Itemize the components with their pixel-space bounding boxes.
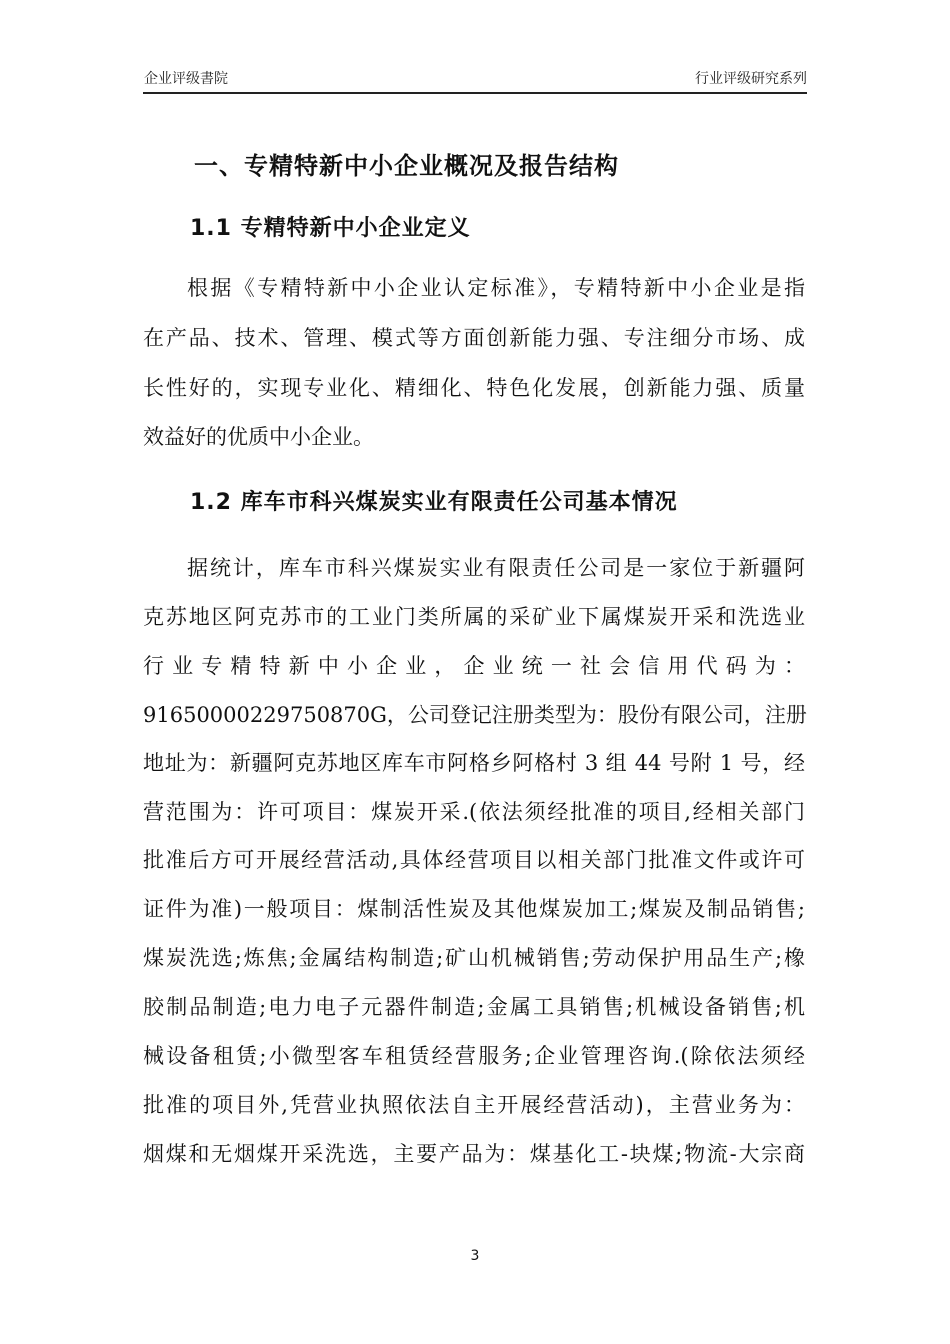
subsection-heading-1-2: 1.2 库车市科兴煤炭实业有限责任公司基本情况: [190, 490, 678, 515]
subsection-heading-1-1: 1.1 专精特新中小企业定义: [190, 216, 471, 241]
paragraph-line: 效益好的优质中小企业。: [143, 425, 374, 449]
paragraph-line: 行业专精特新中小企业，企业统一社会信用代码为：: [143, 654, 805, 678]
paragraph-line: 91650000229750870G，公司登记注册类型为：股份有限公司，注册: [143, 703, 807, 727]
paragraph-line: 据统计，库车市科兴煤炭实业有限责任公司是一家位于新疆阿: [187, 556, 805, 580]
paragraph-line: 批准的项目外,凭营业执照依法自主开展经营活动)，主营业务为：: [143, 1093, 805, 1117]
paragraph-line: 证件为准)一般项目：煤制活性炭及其他煤炭加工;煤炭及制品销售;: [143, 897, 805, 921]
paragraph-line: 长性好的，实现专业化、精细化、特色化发展，创新能力强、质量: [143, 376, 805, 400]
paragraph-line: 烟煤和无烟煤开采洗选，主要产品为：煤基化工-块煤;物流-大宗商: [143, 1142, 805, 1166]
paragraph-line: 胶制品制造;电力电子元器件制造;金属工具销售;机械设备销售;机: [143, 995, 805, 1019]
page-number: 3: [470, 1248, 480, 1264]
paragraph-line: 地址为：新疆阿克苏地区库车市阿格乡阿格村 3 组 44 号附 1 号，经: [143, 751, 805, 775]
paragraph-line: 批准后方可开展经营活动,具体经营项目以相关部门批准文件或许可: [143, 848, 805, 872]
paragraph-line: 营范围为：许可项目：煤炭开采.(依法须经批准的项目,经相关部门: [143, 800, 805, 824]
header-right-title: 行业评级研究系列: [695, 71, 807, 87]
paragraph-line: 在产品、技术、管理、模式等方面创新能力强、专注细分市场、成: [143, 326, 805, 350]
paragraph-line: 械设备租赁;小微型客车租赁经营服务;企业管理咨询.(除依法须经: [143, 1044, 805, 1068]
header-divider: [143, 92, 807, 94]
paragraph-line: 煤炭洗选;炼焦;金属结构制造;矿山机械销售;劳动保护用品生产;橡: [143, 946, 805, 970]
section-title: 一、专精特新中小企业概况及报告结构: [194, 152, 619, 180]
paragraph-line: 克苏地区阿克苏市的工业门类所属的采矿业下属煤炭开采和洗选业: [143, 605, 805, 629]
paragraph-line: 根据《专精特新中小企业认定标准》，专精特新中小企业是指: [187, 276, 805, 300]
header-left-title: 企业评级書院: [144, 71, 228, 87]
